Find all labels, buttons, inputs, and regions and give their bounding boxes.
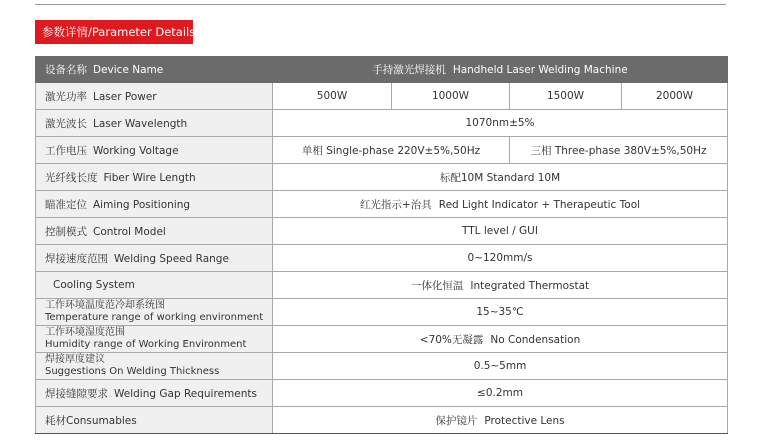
table-row: [36, 326, 728, 353]
device-name-label: 设备名称 Device Name: [36, 57, 273, 83]
fiber-length-label: 光纤线长度 Fiber Wire Length: [36, 164, 273, 191]
device-name-value: 手持激光焊接机 Handheld Laser Welding Machine: [273, 57, 728, 83]
control-model-label: 控制模式 Control Model: [36, 218, 273, 245]
welding-gap-label: 焊接缝隙要求 Welding Gap Requirements: [36, 380, 273, 407]
table-row: [36, 191, 728, 218]
aiming-positioning-value: 红光指示+治具 Red Light Indicator + Therapeutic Tool: [273, 191, 728, 218]
top-divider: [35, 4, 726, 5]
consumables-label: 耗材Consumables: [36, 407, 273, 434]
welding-speed-label: 焊接速度范围 Welding Speed Range: [36, 245, 273, 272]
laser-power-label: 激光功率 Laser Power: [36, 83, 273, 110]
welding-thickness-label: 焊接厚度建议 Suggestions On Welding Thickness: [36, 353, 273, 380]
cooling-system-value: 一体化恒温 Integrated Thermostat: [273, 272, 728, 299]
temperature-range-value: 15~35℃: [273, 299, 728, 326]
welding-thickness-value: 0.5~5mm: [273, 353, 728, 380]
consumables-value: 保护镜片 Protective Lens: [273, 407, 728, 434]
voltage-single-phase: 单相 Single-phase 220V±5%,50Hz: [273, 137, 510, 164]
parameter-table: [35, 56, 728, 434]
welding-speed-value: 0~120mm/s: [273, 245, 728, 272]
table-row: [36, 380, 728, 407]
humidity-range-label: 工作环境湿度范围 Humidity range of Working Environment: [36, 326, 273, 353]
fiber-length-value: 标配10M Standard 10M: [273, 164, 728, 191]
table-row: [36, 164, 728, 191]
table-row: [36, 218, 728, 245]
control-model-value: TTL level / GUI: [273, 218, 728, 245]
working-voltage-label: 工作电压 Working Voltage: [36, 137, 273, 164]
table-row: [36, 110, 728, 137]
table-row: [36, 83, 728, 110]
laser-power-1500w: 1500W: [510, 83, 622, 110]
humidity-range-value: <70%无凝露 No Condensation: [273, 326, 728, 353]
section-title: 参数详情/Parameter Details: [35, 20, 193, 44]
table-row: [36, 137, 728, 164]
voltage-three-phase: 三相 Three-phase 380V±5%,50Hz: [510, 137, 728, 164]
laser-wavelength-value: 1070nm±5%: [273, 110, 728, 137]
aiming-positioning-label: 瞄准定位 Aiming Positioning: [36, 191, 273, 218]
table-row: [36, 407, 728, 434]
laser-power-500w: 500W: [273, 83, 392, 110]
cooling-system-label: Cooling System: [36, 272, 273, 299]
laser-power-1000w: 1000W: [392, 83, 510, 110]
table-row: [36, 353, 728, 380]
laser-wavelength-label: 激光波长 Laser Wavelength: [36, 110, 273, 137]
welding-gap-value: ≤0.2mm: [273, 380, 728, 407]
table-row: [36, 272, 728, 299]
laser-power-2000w: 2000W: [622, 83, 728, 110]
table-header-row: [36, 57, 728, 83]
table-row: [36, 299, 728, 326]
table-row: [36, 245, 728, 272]
temperature-range-label: 工作环境温度范冷却系统图 Temperature range of working environment: [36, 299, 273, 326]
